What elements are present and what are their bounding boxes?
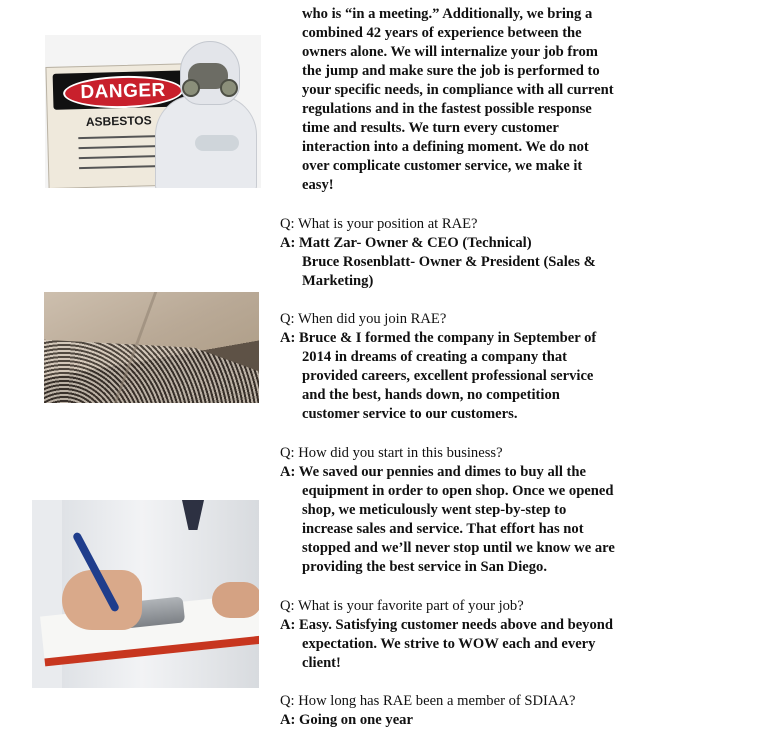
gloved-arms — [195, 135, 239, 151]
answer: A: Matt Zar- Owner & CEO (Technical) — [280, 235, 532, 251]
respirator-filter — [182, 79, 200, 97]
floor-tiles-photo — [44, 292, 259, 403]
answer-continued: client! — [302, 655, 341, 671]
answer: A: Going on one year — [280, 712, 413, 728]
qa-block-start — [280, 444, 650, 577]
answer: A: Bruce & I formed the company in September of — [280, 330, 597, 346]
sign-fine-print — [79, 165, 159, 169]
respirator-filter — [220, 79, 238, 97]
intro-line: interaction into a defining moment. We do not — [302, 139, 589, 155]
answer-continued: stopped and we’ll never stop until we know we are — [302, 540, 615, 556]
answer-continued: expectation. We strive to WOW each and every — [302, 636, 596, 652]
answer-continued: shop, we meticulously went step-by-step to — [302, 502, 567, 518]
answer-continued: Marketing) — [302, 273, 374, 289]
answer-continued: providing the best service in San Diego. — [302, 559, 547, 575]
answer-continued: 2014 in dreams of creating a company that — [302, 349, 567, 365]
danger-label: DANGER — [63, 74, 184, 109]
intro-line: easy! — [302, 177, 334, 193]
qa-block-membership — [280, 692, 650, 730]
intro-line: regulations and in the fastest possible response — [302, 101, 592, 117]
answer-continued: and the best, hands down, no competition — [302, 387, 560, 403]
sign-fine-print — [79, 155, 167, 159]
question: Q: How long has RAE been a member of SDIAA? — [280, 693, 576, 709]
hazmat-worker-photo — [45, 35, 261, 188]
question: Q: How did you start in this business? — [280, 445, 503, 461]
intro-line: time and results. We turn every customer — [302, 120, 559, 136]
qa-block-joined — [280, 310, 650, 424]
answer: A: We saved our pennies and dimes to buy all the — [280, 464, 586, 480]
answer-continued: increase sales and service. That effort has not — [302, 521, 584, 537]
intro-line: over complicate customer service, we make it — [302, 158, 583, 174]
intro-line: combined 42 years of experience between the — [302, 25, 582, 41]
answer-continued: provided careers, excellent professional service — [302, 368, 594, 384]
answer-continued: customer service to our customers. — [302, 406, 518, 422]
question: Q: What is your favorite part of your job? — [280, 598, 524, 614]
intro-line: owners alone. We will internalize your job from — [302, 44, 598, 60]
intro-line: who is “in a meeting.” Additionally, we bring a — [302, 6, 593, 22]
answer-continued: equipment in order to open shop. Once we opened — [302, 483, 614, 499]
question: Q: When did you join RAE? — [280, 311, 447, 327]
qa-block-position — [280, 215, 650, 291]
holding-hand — [212, 582, 259, 618]
intro-line: your specific needs, in compliance with all current — [302, 82, 614, 98]
clipboard-writing-photo — [32, 500, 259, 688]
qa-block-favorite — [280, 597, 650, 673]
answer: A: Easy. Satisfying customer needs above and beyond — [280, 617, 613, 633]
question: Q: What is your position at RAE? — [280, 216, 478, 232]
sign-fine-print — [79, 145, 163, 149]
answer-continued: Bruce Rosenblatt- Owner & President (Sales & — [302, 254, 596, 270]
asbestos-label: ASBESTOS — [85, 113, 152, 129]
intro-line: the jump and make sure the job is performed to — [302, 63, 600, 79]
intro-paragraph — [302, 5, 652, 195]
